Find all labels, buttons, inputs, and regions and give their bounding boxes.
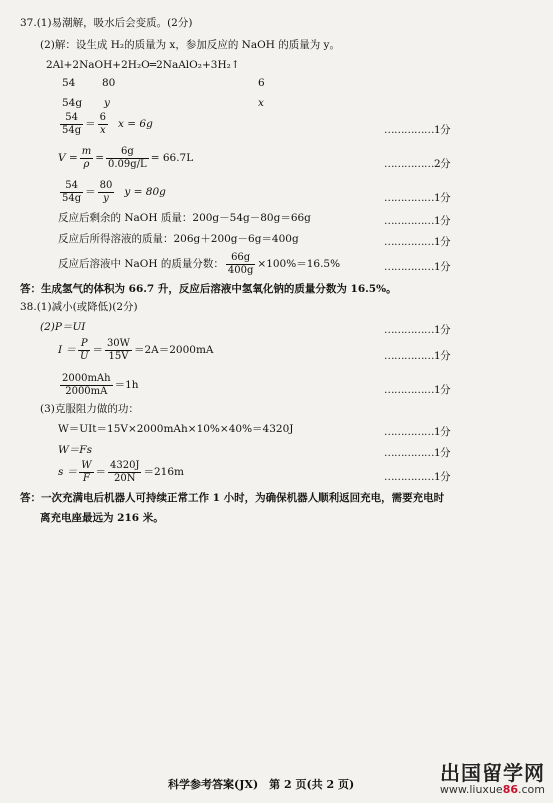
q37-score-4: ……………1分	[384, 215, 451, 227]
watermark-url: www.liuxue86.com	[439, 783, 545, 796]
q37-part1: 37.(1)易潮解，吸水后会变质。(2分)	[20, 17, 193, 29]
q38-score-2: ……………1分	[384, 350, 451, 362]
q37-volume: V = $\frac{m}{\rho}$ = $\frac{6g}{0.09g/L}$ = 66.7L	[58, 146, 194, 170]
q38-score-3: ……………1分	[384, 384, 451, 396]
q38-power: (2)P＝UI	[40, 321, 86, 333]
watermark-title: 出国留学网	[440, 761, 545, 785]
q38-current: I ＝ $\frac{P}{U}$ ＝ $\frac{30W}{15V}$ ＝2A＝2000mA	[58, 338, 214, 362]
q38-work-1: W＝UIt＝15V×2000mAh×10%×40%＝4320J	[58, 423, 294, 435]
q37-ratio-x: $\frac{54}{54g}$ ＝ $\frac{6}{x}$ x = 6g	[62, 112, 153, 136]
q38-work-2: W＝Fs	[58, 444, 92, 456]
q37-mass-80: 80	[102, 77, 116, 89]
q37-ratio-y: $\frac{54}{54g}$ ＝ $\frac{80}{y}$ y = 80g	[62, 180, 166, 204]
q38-distance: s ＝ $\frac{W}{F}$ ＝ $\frac{4320J}{20N}$ ＝216m	[58, 460, 184, 484]
q37-var-x: x	[258, 97, 264, 109]
q37-score-2: ……………2分	[384, 158, 451, 170]
page-footer: 科学参考答案(JX) 第 2 页(共 2 页)	[168, 778, 355, 791]
q37-part2-setup: (2)解：设生成 H₂的质量为 x，参加反应的 NaOH 的质量为 y。	[40, 39, 340, 51]
q37-var-y: y	[104, 97, 110, 109]
q37-equation: 2Al+2NaOH+2H₂O═2NaAlO₂+3H₂↑	[46, 59, 240, 71]
q37-score-6: ……………1分	[384, 261, 451, 273]
q38-score-1: ……………1分	[384, 324, 451, 336]
q37-naoh-remain: 反应后剩余的 NaOH 质量：200g－54g－80g＝66g	[58, 212, 311, 224]
q37-given-54g: 54g	[62, 97, 83, 109]
q37-answer: 答：生成氢气的体积为 66.7 升，反应后溶液中氢氧化钠的质量分数为 16.5%。	[20, 283, 397, 295]
q38-score-4: ……………1分	[384, 426, 451, 438]
q38-score-6: ……………1分	[384, 471, 451, 483]
q38-time: $\frac{\text{2000mAh}}{2000mA}$ ＝1h	[62, 373, 139, 397]
q37-mass-54: 54	[62, 77, 76, 89]
q38-part1: 38.(1)减小(或降低)(2分)	[20, 301, 138, 313]
q37-mass-fraction: 反应后溶液中 NaOH 的质量分数： $\frac{66g}{400g}$ ×100%＝16.5%	[58, 252, 341, 276]
q37-score-1: ……………1分	[384, 124, 451, 136]
q37-score-3: ……………1分	[384, 192, 451, 204]
q38-answer-line1: 答：一次充满电后机器人可持续正常工作 1 小时，为确保机器人顺利返回充电，需要充电时	[20, 492, 445, 504]
q37-mass-6: 6	[258, 77, 265, 89]
q37-solution-mass: 反应后所得溶液的质量：206g＋200g－6g＝400g	[58, 233, 299, 245]
watermark-logo	[397, 763, 545, 797]
q38-part3: (3)克服阻力做的功：	[40, 403, 139, 415]
q38-answer-line2: 离充电座最远为 216 米。	[40, 512, 164, 524]
q38-score-5: ……………1分	[384, 447, 451, 459]
q37-score-5: ……………1分	[384, 236, 451, 248]
